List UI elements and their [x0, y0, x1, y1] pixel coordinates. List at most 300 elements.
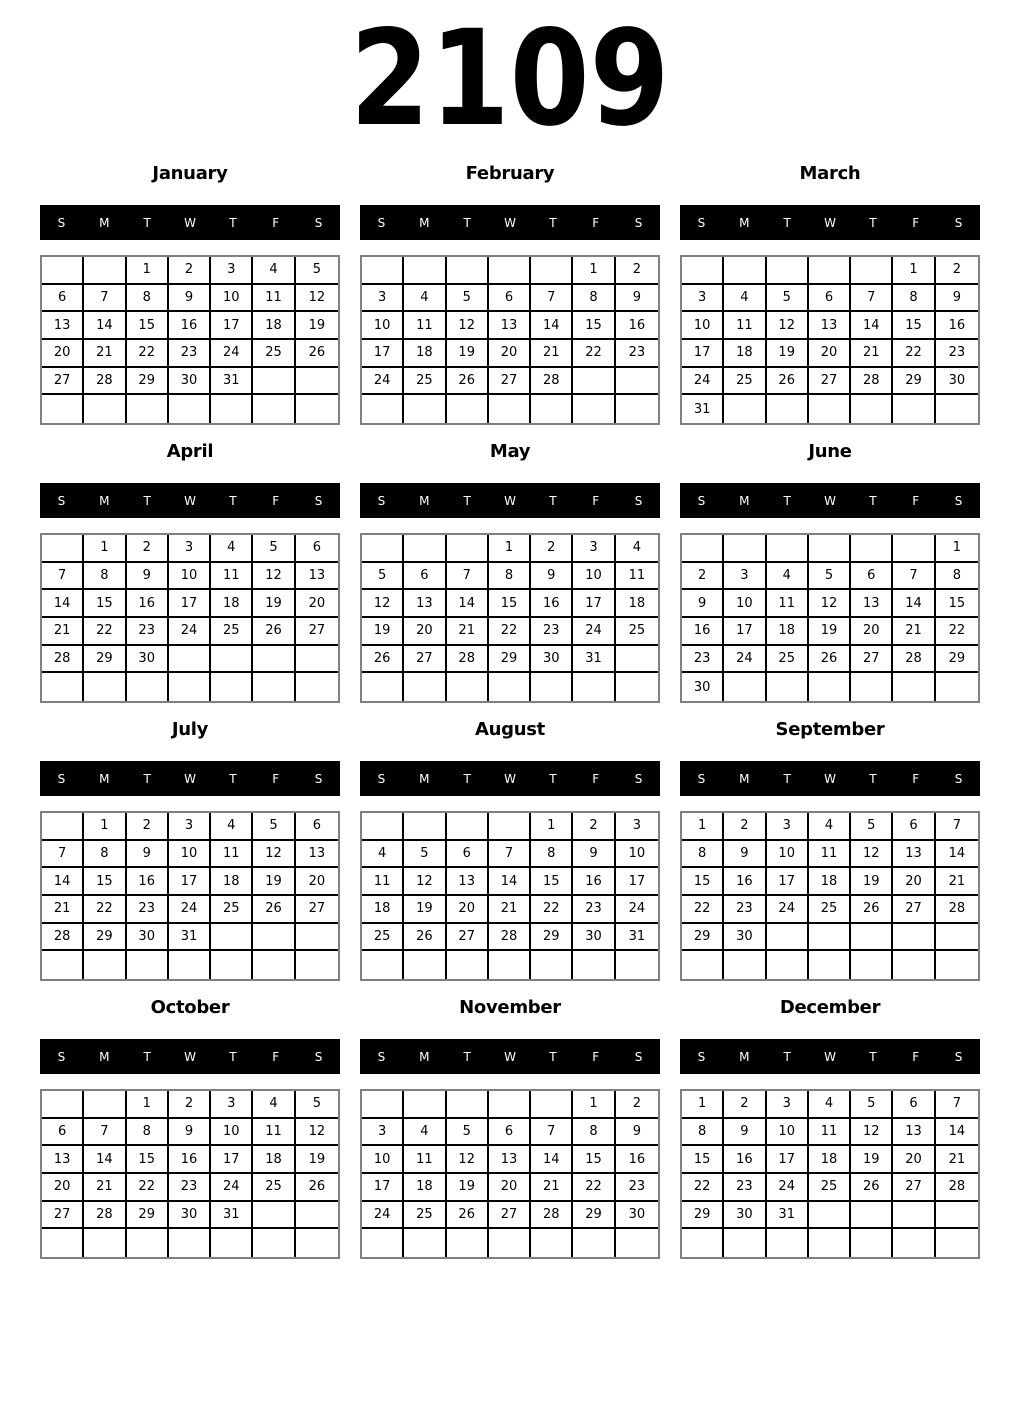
date-cell: 23 [169, 340, 211, 368]
date-cell: 11 [404, 312, 446, 340]
weekday-header-row [680, 205, 980, 240]
empty-date-cell [84, 257, 126, 285]
date-cell: 5 [253, 813, 295, 841]
weekday-letter: T [783, 1049, 791, 1064]
date-cell: 20 [893, 868, 935, 896]
empty-date-cell [809, 924, 851, 952]
week-row [42, 1091, 338, 1119]
weekday-letter: M [99, 493, 110, 508]
weekday-letter: S [57, 771, 66, 786]
date-cell: 7 [936, 1091, 978, 1119]
date-cell: 2 [169, 257, 211, 285]
date-cell: 4 [404, 1119, 446, 1147]
date-cell: 9 [531, 563, 573, 591]
date-cell: 29 [489, 646, 531, 674]
date-cell: 27 [893, 1174, 935, 1202]
date-cell: 22 [573, 340, 615, 368]
date-cell: 20 [404, 618, 446, 646]
weekday-letter: F [272, 771, 280, 786]
week-row [362, 868, 658, 896]
date-cell: 15 [893, 312, 935, 340]
date-grid [680, 255, 980, 425]
empty-date-cell [253, 368, 295, 396]
date-cell: 8 [936, 563, 978, 591]
weekday-letter: S [697, 771, 706, 786]
week-row [42, 618, 338, 646]
date-cell: 23 [127, 618, 169, 646]
date-cell: 19 [767, 340, 809, 368]
date-cell: 14 [84, 312, 126, 340]
weekday-header-row [40, 483, 340, 518]
date-cell: 5 [296, 1091, 338, 1119]
month-name: March [799, 163, 861, 184]
weekday-letter: S [314, 493, 323, 508]
date-cell: 12 [851, 841, 893, 869]
week-row [362, 1202, 658, 1230]
date-cell: 23 [724, 1174, 766, 1202]
date-cell: 6 [447, 841, 489, 869]
weekday-letter: S [314, 771, 323, 786]
weekday-letter: S [634, 215, 643, 230]
empty-date-cell [531, 673, 573, 701]
week-row [682, 1146, 978, 1174]
weekday-letter: W [504, 1049, 516, 1064]
empty-date-cell [489, 1229, 531, 1257]
date-cell: 7 [84, 1119, 126, 1147]
date-cell: 14 [936, 1119, 978, 1147]
week-row [362, 618, 658, 646]
date-cell: 8 [573, 285, 615, 313]
date-cell: 22 [84, 896, 126, 924]
date-cell: 19 [296, 312, 338, 340]
date-cell: 15 [936, 590, 978, 618]
date-cell: 21 [84, 1174, 126, 1202]
week-row [362, 1174, 658, 1202]
month-name: June [808, 441, 852, 462]
weekday-letter: M [99, 771, 110, 786]
empty-date-cell [362, 951, 404, 979]
date-cell: 5 [851, 813, 893, 841]
empty-date-cell [211, 673, 253, 701]
weekday-header-row [360, 1039, 660, 1074]
date-cell: 17 [211, 312, 253, 340]
empty-date-cell [296, 673, 338, 701]
weekday-letter: T [143, 1049, 151, 1064]
date-cell: 3 [169, 813, 211, 841]
weekday-letter: T [463, 493, 471, 508]
week-row [42, 813, 338, 841]
empty-date-cell [362, 535, 404, 563]
month-name: November [459, 997, 561, 1018]
date-cell: 14 [84, 1146, 126, 1174]
date-cell: 28 [84, 368, 126, 396]
empty-date-cell [489, 813, 531, 841]
empty-date-cell [809, 1229, 851, 1257]
date-cell: 1 [84, 813, 126, 841]
weekday-letter: S [697, 493, 706, 508]
date-cell: 29 [84, 646, 126, 674]
date-cell: 28 [489, 924, 531, 952]
date-cell: 18 [809, 868, 851, 896]
date-cell: 8 [127, 285, 169, 313]
date-cell: 24 [616, 896, 658, 924]
date-cell: 12 [362, 590, 404, 618]
date-cell: 22 [84, 618, 126, 646]
week-row [682, 312, 978, 340]
date-cell: 5 [253, 535, 295, 563]
date-cell: 31 [211, 368, 253, 396]
date-cell: 24 [362, 368, 404, 396]
date-cell: 24 [767, 896, 809, 924]
weekday-letter: S [57, 493, 66, 508]
date-cell: 28 [531, 368, 573, 396]
month-name: December [779, 997, 881, 1018]
empty-date-cell [893, 673, 935, 701]
date-cell: 17 [169, 590, 211, 618]
week-row [42, 1202, 338, 1230]
date-cell: 5 [809, 563, 851, 591]
empty-date-cell [447, 395, 489, 423]
date-cell: 26 [404, 924, 446, 952]
date-cell: 16 [724, 868, 766, 896]
date-cell: 30 [616, 1202, 658, 1230]
date-grid [40, 811, 340, 981]
weekday-header-row [40, 761, 340, 796]
weekday-letter: F [912, 1049, 920, 1064]
month-name: April [166, 441, 214, 462]
week-row [682, 285, 978, 313]
empty-date-cell [851, 673, 893, 701]
date-cell: 11 [362, 868, 404, 896]
weekday-letter: T [463, 771, 471, 786]
date-cell: 31 [616, 924, 658, 952]
date-cell: 26 [447, 368, 489, 396]
empty-date-cell [936, 924, 978, 952]
date-cell: 3 [724, 563, 766, 591]
date-cell: 21 [936, 868, 978, 896]
week-row [362, 535, 658, 563]
empty-date-cell [362, 257, 404, 285]
date-cell: 4 [809, 1091, 851, 1119]
weekday-letter: S [634, 1049, 643, 1064]
weekday-letter: T [143, 215, 151, 230]
week-row [682, 340, 978, 368]
week-row [682, 1174, 978, 1202]
date-cell: 25 [253, 1174, 295, 1202]
empty-date-cell [447, 673, 489, 701]
date-cell: 17 [573, 590, 615, 618]
weekday-letter: M [419, 215, 430, 230]
empty-date-cell [211, 924, 253, 952]
empty-date-cell [767, 395, 809, 423]
week-row [682, 673, 978, 701]
date-cell: 28 [893, 646, 935, 674]
weekday-letter: W [184, 1049, 196, 1064]
date-cell: 13 [404, 590, 446, 618]
date-cell: 23 [936, 340, 978, 368]
empty-date-cell [296, 368, 338, 396]
weekday-header-row [360, 205, 660, 240]
empty-date-cell [767, 535, 809, 563]
week-row [682, 868, 978, 896]
weekday-letter: T [783, 771, 791, 786]
week-row [42, 896, 338, 924]
month-name: February [465, 163, 555, 184]
date-cell: 12 [296, 1119, 338, 1147]
date-cell: 9 [936, 285, 978, 313]
date-cell: 6 [42, 285, 84, 313]
weekday-letter: S [314, 1049, 323, 1064]
empty-date-cell [573, 395, 615, 423]
date-cell: 16 [724, 1146, 766, 1174]
date-cell: 29 [127, 1202, 169, 1230]
empty-date-cell [404, 951, 446, 979]
date-cell: 18 [211, 590, 253, 618]
date-cell: 26 [851, 1174, 893, 1202]
month-block [40, 984, 340, 1262]
date-cell: 14 [851, 312, 893, 340]
weekday-header-row [360, 483, 660, 518]
weekday-letter: T [869, 493, 877, 508]
date-cell: 19 [404, 896, 446, 924]
empty-date-cell [531, 395, 573, 423]
week-row [682, 924, 978, 952]
week-row [682, 1229, 978, 1257]
week-row [42, 312, 338, 340]
date-cell: 6 [42, 1119, 84, 1147]
empty-date-cell [809, 395, 851, 423]
date-cell: 6 [893, 1091, 935, 1119]
date-cell: 2 [573, 813, 615, 841]
weekday-letter: M [419, 771, 430, 786]
date-cell: 31 [573, 646, 615, 674]
date-grid [360, 811, 660, 981]
empty-date-cell [404, 257, 446, 285]
week-row [682, 1202, 978, 1230]
empty-date-cell [682, 535, 724, 563]
week-row [42, 1174, 338, 1202]
date-cell: 15 [489, 590, 531, 618]
empty-date-cell [809, 1202, 851, 1230]
weekday-letter: F [592, 771, 600, 786]
date-cell: 5 [851, 1091, 893, 1119]
date-cell: 2 [682, 563, 724, 591]
date-cell: 29 [531, 924, 573, 952]
empty-date-cell [573, 673, 615, 701]
date-cell: 8 [531, 841, 573, 869]
date-cell: 25 [809, 896, 851, 924]
date-cell: 30 [531, 646, 573, 674]
empty-date-cell [42, 1091, 84, 1119]
date-cell: 13 [42, 312, 84, 340]
weekday-letter: T [869, 215, 877, 230]
date-grid [40, 255, 340, 425]
date-cell: 24 [362, 1202, 404, 1230]
empty-date-cell [489, 395, 531, 423]
date-cell: 21 [489, 896, 531, 924]
weekday-letter: F [272, 1049, 280, 1064]
date-cell: 5 [404, 841, 446, 869]
empty-date-cell [169, 395, 211, 423]
date-cell: 30 [127, 646, 169, 674]
year-title: 2109 [350, 2, 670, 156]
date-cell: 27 [489, 368, 531, 396]
weekday-letter: S [954, 1049, 963, 1064]
week-row [682, 813, 978, 841]
date-cell: 17 [767, 1146, 809, 1174]
date-cell: 10 [573, 563, 615, 591]
date-grid [680, 1089, 980, 1259]
date-cell: 25 [253, 340, 295, 368]
date-cell: 5 [447, 1119, 489, 1147]
empty-date-cell [616, 951, 658, 979]
weekday-letter: T [549, 1049, 557, 1064]
empty-date-cell [936, 1229, 978, 1257]
weekday-letter: S [954, 771, 963, 786]
empty-date-cell [84, 395, 126, 423]
empty-date-cell [42, 813, 84, 841]
date-cell: 9 [616, 285, 658, 313]
date-cell: 13 [851, 590, 893, 618]
date-cell: 3 [767, 1091, 809, 1119]
date-grid [680, 533, 980, 703]
week-row [362, 673, 658, 701]
date-cell: 31 [767, 1202, 809, 1230]
date-cell: 10 [169, 841, 211, 869]
date-grid [680, 811, 980, 981]
empty-date-cell [404, 813, 446, 841]
date-cell: 19 [253, 868, 295, 896]
date-cell: 14 [447, 590, 489, 618]
date-cell: 3 [211, 1091, 253, 1119]
date-cell: 22 [682, 1174, 724, 1202]
week-row [362, 841, 658, 869]
empty-date-cell [936, 1202, 978, 1230]
date-cell: 16 [616, 312, 658, 340]
date-cell: 26 [767, 368, 809, 396]
empty-date-cell [127, 673, 169, 701]
empty-date-cell [531, 1229, 573, 1257]
date-cell: 7 [42, 563, 84, 591]
date-cell: 6 [404, 563, 446, 591]
week-row [362, 395, 658, 423]
weekday-letter: T [143, 493, 151, 508]
date-cell: 17 [362, 1174, 404, 1202]
date-cell: 29 [84, 924, 126, 952]
weekday-header-row [680, 1039, 980, 1074]
date-cell: 9 [169, 285, 211, 313]
empty-date-cell [809, 951, 851, 979]
date-cell: 27 [851, 646, 893, 674]
empty-date-cell [296, 924, 338, 952]
date-cell: 26 [296, 340, 338, 368]
date-cell: 27 [404, 646, 446, 674]
month-name: January [152, 163, 228, 184]
date-cell: 4 [253, 1091, 295, 1119]
empty-date-cell [42, 257, 84, 285]
month-name: October [150, 997, 230, 1018]
date-cell: 30 [169, 368, 211, 396]
empty-date-cell [531, 257, 573, 285]
month-block [360, 706, 660, 984]
date-cell: 2 [616, 257, 658, 285]
date-cell: 15 [84, 868, 126, 896]
date-cell: 4 [253, 257, 295, 285]
empty-date-cell [724, 535, 766, 563]
weekday-letter: T [229, 771, 237, 786]
date-cell: 20 [296, 590, 338, 618]
week-row [682, 1119, 978, 1147]
empty-date-cell [362, 673, 404, 701]
empty-date-cell [767, 257, 809, 285]
empty-date-cell [253, 673, 295, 701]
date-cell: 13 [809, 312, 851, 340]
date-cell: 28 [84, 1202, 126, 1230]
weekday-letter: W [184, 771, 196, 786]
month-block [40, 428, 340, 706]
week-row [42, 673, 338, 701]
weekday-letter: M [739, 215, 750, 230]
week-row [42, 1229, 338, 1257]
date-cell: 12 [447, 1146, 489, 1174]
date-cell: 2 [724, 813, 766, 841]
date-cell: 2 [724, 1091, 766, 1119]
empty-date-cell [573, 368, 615, 396]
date-cell: 10 [169, 563, 211, 591]
date-cell: 23 [169, 1174, 211, 1202]
date-cell: 27 [489, 1202, 531, 1230]
empty-date-cell [682, 257, 724, 285]
date-cell: 20 [809, 340, 851, 368]
date-cell: 24 [724, 646, 766, 674]
date-cell: 7 [42, 841, 84, 869]
weekday-letter: W [824, 771, 836, 786]
date-cell: 9 [724, 1119, 766, 1147]
empty-date-cell [616, 646, 658, 674]
date-cell: 3 [362, 285, 404, 313]
date-cell: 21 [851, 340, 893, 368]
empty-date-cell [724, 1229, 766, 1257]
date-cell: 24 [211, 1174, 253, 1202]
date-cell: 20 [489, 340, 531, 368]
date-cell: 30 [169, 1202, 211, 1230]
date-cell: 21 [84, 340, 126, 368]
weekday-letter: S [377, 1049, 386, 1064]
date-cell: 2 [531, 535, 573, 563]
date-grid [40, 1089, 340, 1259]
date-cell: 7 [489, 841, 531, 869]
date-cell: 25 [362, 924, 404, 952]
date-cell: 10 [211, 1119, 253, 1147]
month-block [360, 150, 660, 428]
empty-date-cell [42, 535, 84, 563]
date-cell: 12 [296, 285, 338, 313]
weekday-letter: F [912, 215, 920, 230]
date-cell: 28 [42, 646, 84, 674]
week-row [682, 1091, 978, 1119]
empty-date-cell [127, 951, 169, 979]
week-row [42, 368, 338, 396]
empty-date-cell [169, 951, 211, 979]
empty-date-cell [724, 395, 766, 423]
date-cell: 6 [851, 563, 893, 591]
date-cell: 16 [616, 1146, 658, 1174]
empty-date-cell [296, 1229, 338, 1257]
date-cell: 9 [682, 590, 724, 618]
empty-date-cell [42, 395, 84, 423]
date-cell: 11 [809, 1119, 851, 1147]
week-row [42, 841, 338, 869]
